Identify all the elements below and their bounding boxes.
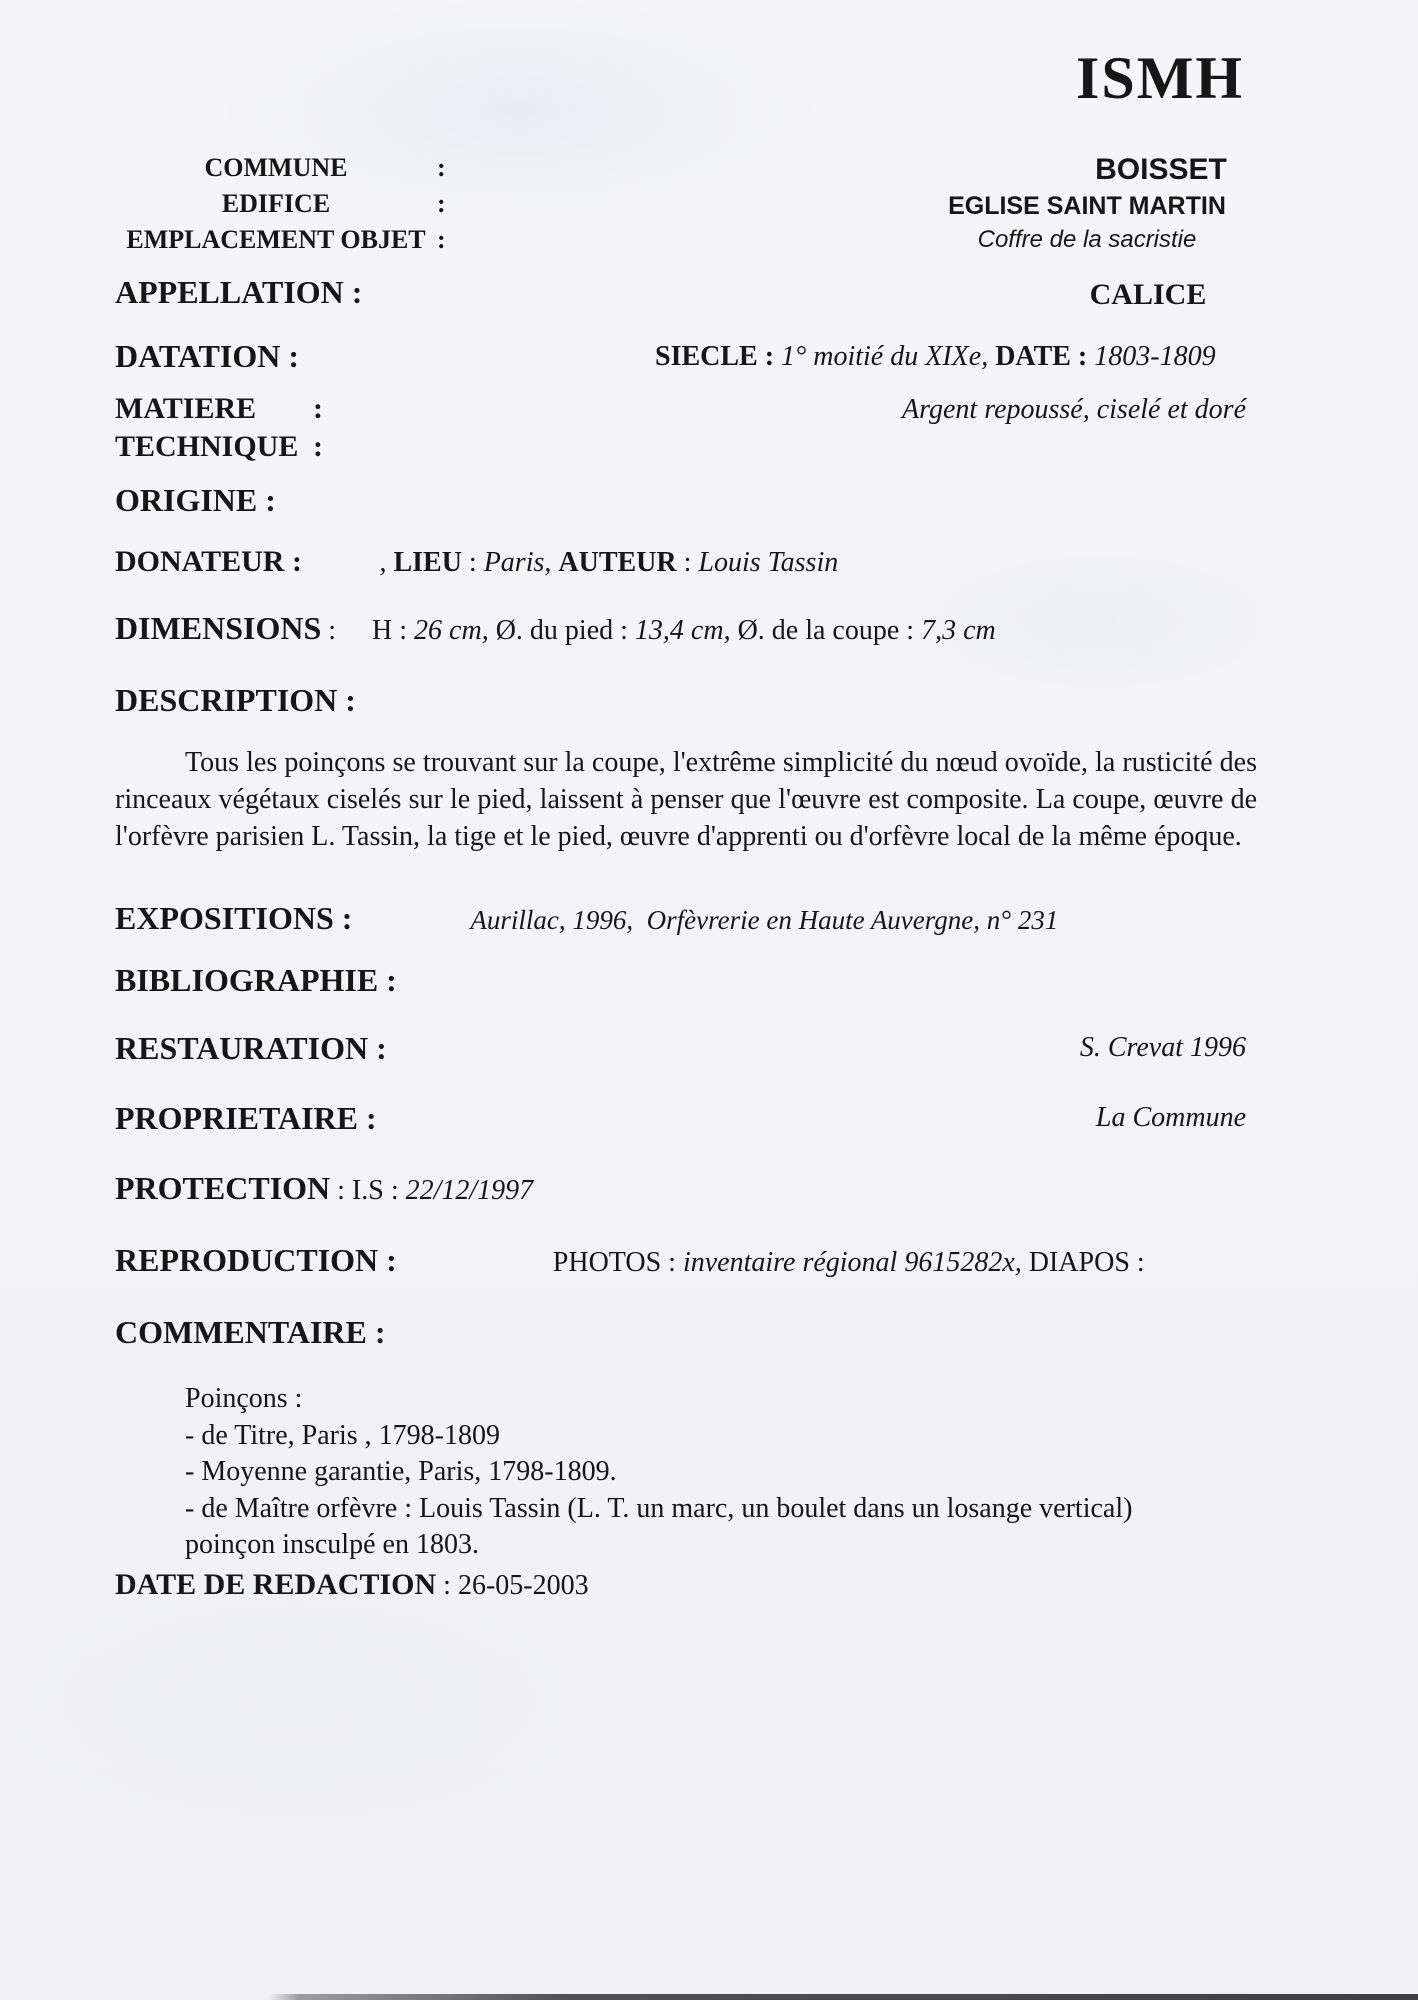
redaction-label: DATE DE REDACTION	[115, 1568, 437, 1601]
auteur-colon: :	[676, 547, 699, 578]
datation-label: DATATION :	[115, 338, 299, 374]
technique-label-colon: :	[313, 430, 323, 463]
classification-title: ISMH	[1075, 45, 1245, 111]
field-date-redaction	[115, 1566, 1256, 1604]
field-proprietaire	[115, 1098, 1256, 1138]
commune-label-text: COMMUNE	[204, 153, 348, 182]
expositions-label: EXPOSITIONS :	[115, 900, 353, 936]
field-commentaire	[115, 1312, 1256, 1352]
restauration-label: RESTAURATION :	[115, 1030, 387, 1066]
commentaire-line: poinçon insculpé en 1803.	[185, 1529, 479, 1560]
redaction-colon: :	[436, 1570, 458, 1601]
lieu-value: Paris,	[483, 547, 559, 578]
proprietaire-label: PROPRIETAIRE :	[115, 1100, 377, 1136]
photos-label: PHOTOS :	[552, 1247, 683, 1278]
matiere-value: Argent repoussé, ciselé et doré	[902, 394, 1246, 425]
restauration-value: S. Crevat 1996	[1079, 1032, 1246, 1063]
expositions-value: Aurillac, 1996, Orfèvrerie en Haute Auvergne, n° 231	[470, 905, 1059, 935]
protection-label: PROTECTION	[115, 1170, 331, 1206]
proprietaire-value: La Commune	[1095, 1102, 1246, 1133]
dimensions-colon: :	[321, 615, 351, 646]
date-value: 1803-1809	[1094, 341, 1216, 372]
emplacement-value: Coffre de la sacristie	[977, 226, 1197, 253]
technique-label	[115, 428, 327, 466]
donateur-value-prefix: ,	[379, 547, 394, 578]
coupe-value: 7,3 cm	[921, 615, 996, 646]
description-text: Tous les poinçons se trouvant sur la coupe, l'extrême simplicité du nœud ovoïde, la rusticité des rinceaux végétaux ciselés sur le pied, laissent à penser que l'œuvre est composite. La coupe, œuvre de l'orfèvre parisien L. Tassin, la tige et le pied, œuvre d'apprenti ou d'orfèvre local de la même époque.	[115, 747, 1257, 852]
field-protection	[115, 1168, 1256, 1208]
height-value: 26 cm,	[414, 615, 496, 646]
protection-colon: :	[330, 1175, 352, 1206]
commentaire-text	[185, 1381, 1257, 1564]
commentaire-label: COMMENTAIRE :	[115, 1314, 386, 1350]
emplacement-label-text: EMPLACEMENT OBJET	[126, 225, 426, 254]
origine-label: ORIGINE :	[115, 482, 276, 518]
edifice-label-text: EDIFICE	[221, 189, 331, 218]
matiere-label-text: MATIERE	[115, 392, 257, 425]
datation-value	[655, 341, 1216, 373]
height-label: H :	[372, 615, 415, 646]
photos-value: inventaire régional 9615282x,	[682, 1247, 1029, 1278]
emplacement-label	[115, 222, 453, 258]
matiere-label-colon: :	[313, 392, 323, 425]
commentaire-line: - de Maître orfèvre : Louis Tassin (L. T. un marc, un boulet dans un losange vertical)	[185, 1492, 1133, 1524]
field-origine	[115, 480, 1256, 520]
protection-value: 22/12/1997	[405, 1175, 534, 1206]
field-description	[115, 680, 1256, 720]
field-expositions	[115, 898, 1256, 938]
reproduction-label: REPRODUCTION :	[115, 1242, 405, 1278]
pied-value: 13,4 cm,	[634, 615, 738, 646]
lieu-colon: :	[461, 547, 484, 578]
dimensions-label: DIMENSIONS	[115, 610, 322, 646]
redaction-value: 26-05-2003	[457, 1570, 589, 1601]
field-matiere-technique	[115, 390, 327, 466]
coupe-label: Ø. de la coupe :	[737, 615, 922, 646]
auteur-value: Louis Tassin	[698, 547, 839, 578]
siecle-label: SIECLE :	[655, 341, 782, 372]
matiere-label	[115, 390, 327, 428]
donateur-label: DONATEUR :	[115, 545, 310, 578]
field-donateur	[115, 543, 1256, 581]
commentaire-line: - de Titre, Paris , 1798-1809	[185, 1419, 500, 1451]
appellation-label: APPELLATION :	[115, 274, 363, 310]
commune-label-colon: :	[437, 153, 446, 182]
commentaire-line: Poinçons :	[185, 1383, 303, 1414]
commune-value: BOISSET	[1095, 153, 1227, 186]
field-restauration	[115, 1028, 1256, 1068]
edifice-label-colon: :	[437, 189, 446, 218]
diapos-label: DIAPOS :	[1028, 1247, 1145, 1278]
field-bibliographie	[115, 960, 1256, 1000]
siecle-value: 1° moitié du XIXe,	[781, 341, 996, 372]
description-label: DESCRIPTION :	[115, 682, 356, 718]
bibliographie-label: BIBLIOGRAPHIE :	[115, 962, 397, 998]
commentaire-line: - Moyenne garantie, Paris, 1798-1809.	[185, 1456, 617, 1487]
technique-label-text: TECHNIQUE	[115, 430, 299, 463]
scan-edge-artifact	[0, 1994, 1418, 2000]
protection-is-label: I.S :	[351, 1175, 406, 1206]
lieu-label: LIEU	[393, 547, 462, 578]
field-reproduction	[115, 1240, 1256, 1280]
appellation-value: CALICE	[1089, 278, 1207, 311]
header-left-labels	[115, 150, 453, 258]
edifice-value: EGLISE SAINT MARTIN	[948, 192, 1226, 220]
pied-label: Ø. du pied :	[495, 615, 635, 646]
auteur-label: AUTEUR	[558, 547, 677, 578]
date-label: DATE :	[995, 341, 1095, 372]
field-dimensions	[115, 608, 1256, 648]
emplacement-label-colon: :	[437, 225, 446, 254]
commune-label	[115, 150, 453, 186]
edifice-label	[115, 186, 453, 222]
